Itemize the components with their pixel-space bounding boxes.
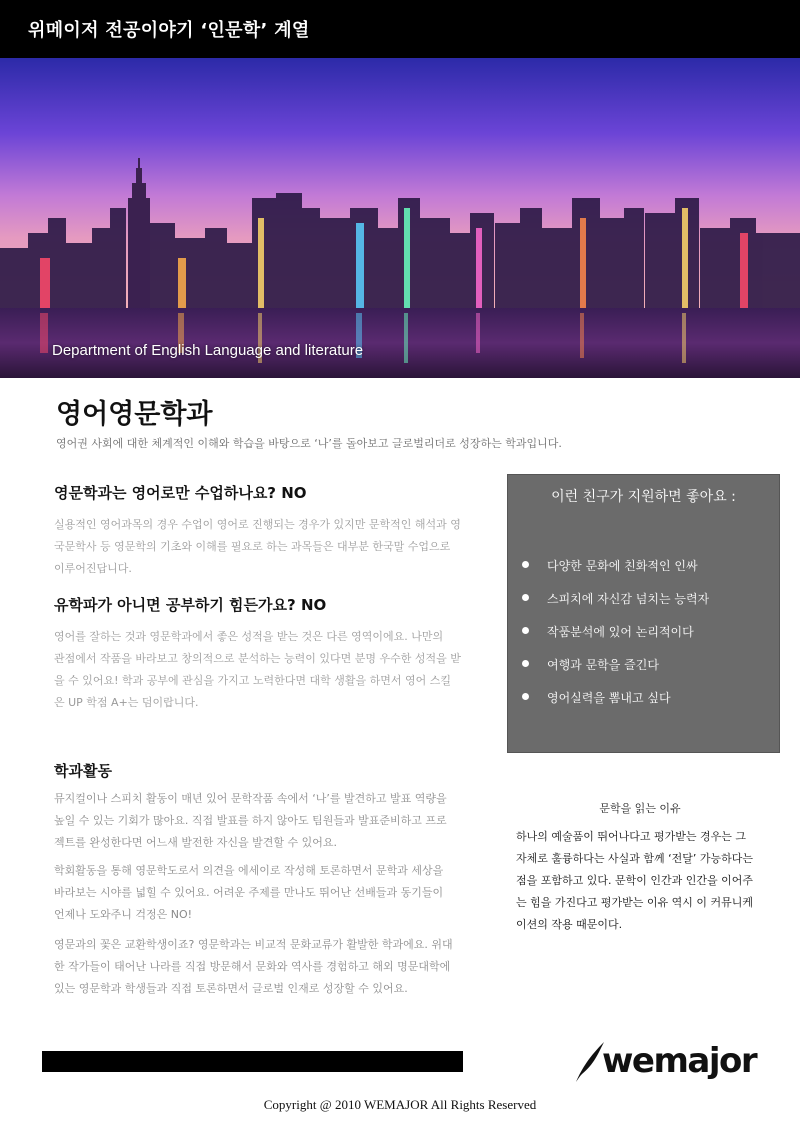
why-literature-line: 자체로 훌륭하다는 사실과 함께 ‘전달’ 가능하다는 bbox=[516, 852, 753, 865]
bullet-icon bbox=[522, 561, 529, 568]
qa-answer-1-line: 이루어진답니다. bbox=[54, 562, 132, 575]
recommend-item-label: 여행과 문학을 즐긴다 bbox=[547, 658, 659, 672]
qa-answer-2-line: 관점에서 작품을 바라보고 창의적으로 분석하는 능력이 있다면 분명 우수한 성적을 받 bbox=[54, 652, 461, 665]
activities-paragraph-3 bbox=[54, 934, 484, 1000]
bullet-icon bbox=[522, 660, 529, 667]
footer-divider-bar bbox=[42, 1051, 463, 1072]
bullet-icon bbox=[522, 594, 529, 601]
activities-line: 높일 수 있는 기회가 많아요. 직접 발표를 하지 않아도 팀원들과 발표준비하고 프로 bbox=[54, 814, 447, 827]
header-title: 위메이저 전공이야기 ‘인문학’ 계열 bbox=[28, 20, 310, 41]
hero-caption: Department of English Language and literature bbox=[52, 342, 364, 359]
recommend-item bbox=[522, 689, 709, 722]
leaf-icon bbox=[572, 1038, 606, 1084]
why-literature-title: 문학을 읽는 이유 bbox=[599, 802, 681, 815]
page-subtitle: 영어권 사회에 대한 체계적인 이해와 학습을 바탕으로 ‘나’를 돌아보고 글로벌리더로 성장하는 학과입니다. bbox=[56, 437, 562, 450]
why-literature-line: 하나의 예술품이 뛰어나다고 평가받는 경우는 그 bbox=[516, 830, 747, 843]
activities-line: 학회활동을 통해 영문학도로서 의견을 에세이로 작성해 토론하면서 문학과 세상을 bbox=[54, 864, 444, 877]
qa-answer-2-line: 영어를 잘하는 것과 영문학과에서 좋은 성적을 받는 것은 다른 영역이에요. 나만의 bbox=[54, 630, 444, 643]
recommend-item bbox=[522, 557, 709, 590]
recommend-item bbox=[522, 623, 709, 656]
activities-line: 한 작가들이 태어난 나라를 직접 방문해서 문화와 역사를 경험하고 해외 명문대학에 bbox=[54, 960, 451, 973]
recommend-item bbox=[522, 590, 709, 623]
why-literature-line: 점을 포함하고 있다. 문학이 인간과 인간을 이어주 bbox=[516, 874, 753, 887]
qa-answer-1-line: 국문학사 등 영문학의 기초와 이해를 필요로 하는 과목들은 대부분 한국말 수업으로 bbox=[54, 540, 451, 553]
qa-answer-2-line: 은 UP 학점 A+는 덤이랍니다. bbox=[54, 696, 199, 709]
recommend-item-label: 스피치에 자신감 넘치는 능력자 bbox=[547, 592, 710, 606]
qa-answer-1-line: 실용적인 영어과목의 경우 수업이 영어로 진행되는 경우가 있지만 문학적인 해석과 영 bbox=[54, 518, 461, 531]
activities-line: 영문과의 꽃은 교환학생이죠? 영문학과는 비교적 문화교류가 활발한 학과에요. 위대 bbox=[54, 938, 453, 951]
qa-answer-1 bbox=[54, 514, 484, 580]
activities-paragraph-2 bbox=[54, 860, 484, 926]
bullet-icon bbox=[522, 693, 529, 700]
activities-line: 뮤지컬이나 스피치 활동이 매년 있어 문학작품 속에서 ‘나’를 발견하고 발표 역량을 bbox=[54, 792, 447, 805]
copyright-text: Copyright @ 2010 WEMAJOR All Rights Reserved bbox=[263, 1097, 537, 1112]
qa-question-2: 유학파가 아니면 공부하기 힘든가요? NO bbox=[54, 596, 327, 614]
activities-paragraph-1 bbox=[54, 788, 484, 854]
recommend-list bbox=[522, 557, 709, 722]
qa-question-1: 영문학과는 영어로만 수업하나요? NO bbox=[54, 484, 307, 502]
recommend-item-label: 영어실력을 뽐내고 싶다 bbox=[547, 691, 671, 705]
activities-line: 바라보는 시야를 넓힐 수 있어요. 어려운 주제를 만나도 뛰어난 선배들과 동기들이 bbox=[54, 886, 444, 899]
skyline-illustration bbox=[0, 58, 800, 378]
recommend-box bbox=[507, 474, 780, 753]
activities-line: 언제나 도와주니 걱정은 NO! bbox=[54, 908, 193, 921]
recommend-item-label: 작품분석에 있어 논리적이다 bbox=[547, 625, 694, 639]
activities-line: 젝트를 완성한다면 어느새 발전한 자신을 발견할 수 있어요. bbox=[54, 836, 337, 849]
why-literature-line: 는 힘을 가진다고 평가받는 이유 역시 이 커뮤니케 bbox=[516, 896, 753, 909]
wemajor-logo bbox=[572, 1038, 756, 1084]
page-title: 영어영문학과 bbox=[56, 399, 213, 430]
hero-skyline-image bbox=[0, 58, 800, 378]
logo-text: wemajor bbox=[602, 1041, 757, 1081]
recommend-item bbox=[522, 656, 709, 689]
header-bar bbox=[0, 0, 800, 58]
why-literature-line: 이션의 작용 때문이다. bbox=[516, 918, 623, 931]
why-literature-text bbox=[516, 826, 770, 936]
recommend-box-title: 이런 친구가 지원하면 좋아요 : bbox=[551, 489, 736, 505]
activities-line: 있는 영문학과 학생들과 직접 토론하면서 글로벌 인재로 성장할 수 있어요. bbox=[54, 982, 408, 995]
qa-answer-2 bbox=[54, 626, 484, 714]
qa-answer-2-line: 을 수 있어요! 학과 공부에 관심을 가지고 노력한다면 대학 생활을 하면서 영어 스킬 bbox=[54, 674, 452, 687]
bullet-icon bbox=[522, 627, 529, 634]
recommend-item-label: 다양한 문화에 친화적인 인싸 bbox=[547, 559, 698, 573]
activities-heading: 학과활동 bbox=[54, 762, 112, 780]
